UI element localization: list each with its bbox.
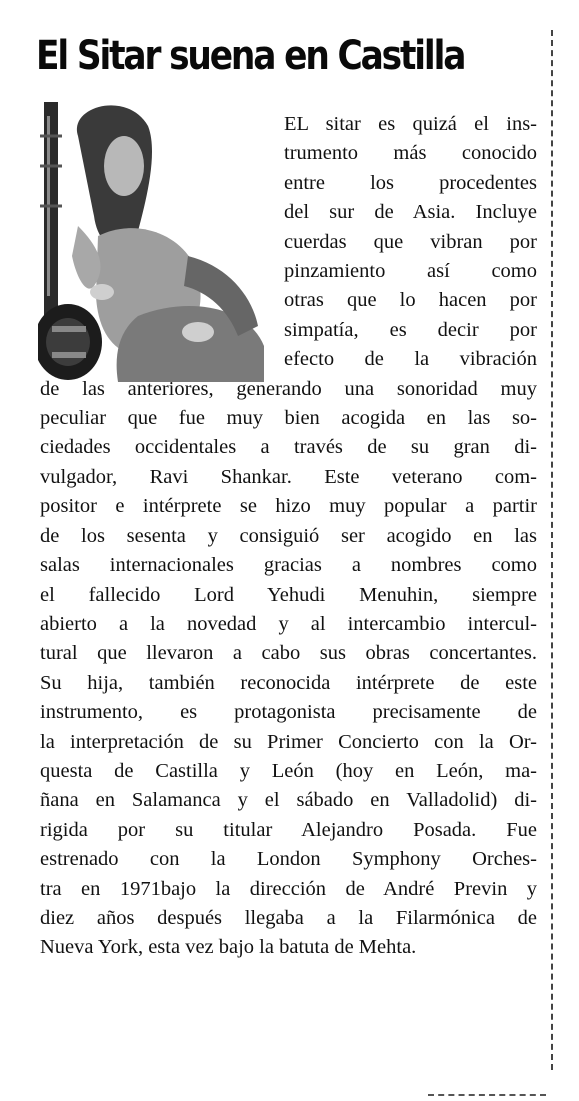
article-body xyxy=(40,110,537,963)
article-line: vulgador, Ravi Shankar. Este veterano com- xyxy=(40,465,537,488)
article-line: positor e intérprete se hizo muy popular a partir xyxy=(40,495,537,518)
article-line: de los sesenta y consiguió ser acogido en las xyxy=(40,524,537,547)
article-line: la interpretación de su Primer Concierto con la Or- xyxy=(40,730,537,753)
article-line: diez años después llegaba a la Filarmónica de xyxy=(40,906,537,929)
article-line: EL sitar es quizá el ins- xyxy=(284,113,537,135)
article-line: Su hija, también reconocida intérprete de este xyxy=(40,671,537,694)
article-line: estrenado con la London Symphony Orches- xyxy=(40,848,537,871)
article-line: rigida por su titular Alejandro Posada. Fue xyxy=(40,818,537,841)
article-line: trumento más conocido xyxy=(284,142,537,165)
article-line: pinzamiento así como xyxy=(284,260,537,283)
article-line: tural que llevaron a cabo sus obras concertantes. xyxy=(40,642,537,665)
article-line: simpatía, es decir por xyxy=(284,318,537,341)
article-line: cuerdas que vibran por xyxy=(284,230,537,253)
article-line: instrumento, es protagonista precisamente de xyxy=(40,701,537,724)
article-line: del sur de Asia. Incluye xyxy=(284,201,537,224)
bottom-divider xyxy=(428,1094,546,1096)
article-line: ciedades occidentales a través de su gran di- xyxy=(40,436,537,459)
article-line: peculiar que fue muy bien acogida en las so- xyxy=(40,407,537,430)
article-line: salas internacionales gracias a nombres como xyxy=(40,554,537,577)
article-line: ñana en Salamanca y el sábado en Valladolid) di- xyxy=(40,789,537,812)
article-line: el fallecido Lord Yehudi Menuhin, siempre xyxy=(40,583,537,606)
article-line: entre los procedentes xyxy=(284,171,537,194)
article-line: abierto a la novedad y al intercambio intercul- xyxy=(40,612,537,635)
article-line: otras que lo hacen por xyxy=(284,289,537,312)
article-line: de las anteriores, generando una sonoridad muy xyxy=(40,377,537,400)
article-line: tra en 1971bajo la dirección de André Previn y xyxy=(40,877,537,900)
headline: El Sitar suena en Castilla xyxy=(36,33,465,79)
article-line: efecto de la vibración xyxy=(284,348,537,371)
column-divider xyxy=(551,30,553,1070)
article-line: questa de Castilla y León (hoy en León, ma- xyxy=(40,759,537,782)
article-line: Nueva York, esta vez bajo la batuta de Mehta. xyxy=(40,936,417,959)
